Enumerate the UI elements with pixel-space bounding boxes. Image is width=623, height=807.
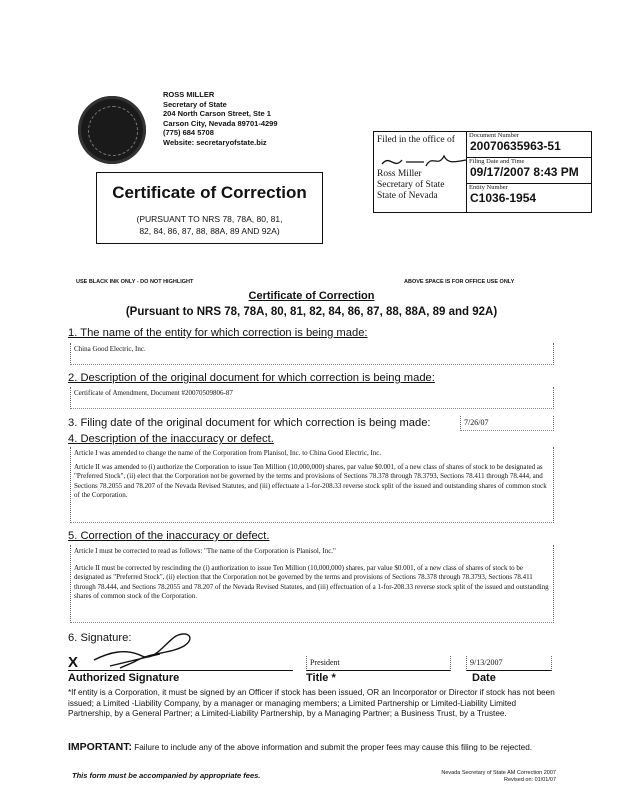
official-name: Ross Miller: [377, 169, 422, 179]
ink-instruction: USE BLACK INK ONLY - DO NOT HIGHLIGHT: [76, 279, 194, 285]
inaccuracy-paragraph-2: Article II was amended to (i) authorize the Corporation to issue Ten Million (10,000,000) shares, par value $0.001, of a new class of shares of stock to be designated as "Preferred Stock", (ii) elect that the Corporation not be governed by the terms and provisions of Sections 78.378 through 78.3793, Sections 78.411 through 78.444, and Sections 78.2055 and 78.207 of the Nevada Revised Statutes, and (iii) effectuate a 1-for-208.33 reverse stock split of the issued and outstanding shares of common stock of the Corporation.: [74, 463, 547, 499]
document-number-label: Document Number: [469, 132, 520, 139]
form-title: Certificate of Correction: [248, 290, 375, 302]
filing-date-label: Filing Date and Time: [469, 158, 525, 165]
office-address-block: [163, 90, 278, 148]
office-phone: (775) 684 5708: [163, 128, 214, 138]
filing-date-cell: [467, 158, 591, 184]
certificate-header-box: [96, 172, 323, 244]
entity-name-field[interactable]: China Good Electric, Inc.: [70, 343, 554, 365]
form-identifier: [400, 770, 556, 784]
important-text: Failure to include any of the above information and submit the proper fees may cause this filing to be rejected.: [131, 743, 533, 752]
certificate-subtitle-line1: (PURSUANT TO NRS 78, 78A, 80, 81,: [136, 214, 283, 224]
date-label: Date: [472, 672, 496, 684]
signer-requirements-note: *If entity is a Corporation, it must be signed by an Officer if stock has been issued, OR an Incorporator or Director if stock has not been issued; a Limited -Liability Company, by a manager or managing members; a Limited Partnership or Limited-Liability Limited Partnership, by a General Partner; a Limited-Liability Partnership, by a Managing Partner; a Business Trust, by a Trustee.: [68, 688, 555, 719]
official-title: Secretary of State: [377, 180, 445, 190]
correction-paragraph-1: Article I must be corrected to read as follows: "The name of the Corporation is Planisol, Inc.": [74, 547, 336, 555]
signature-date-field[interactable]: 9/13/2007: [466, 656, 552, 671]
certificate-title: Certificate of Correction: [112, 183, 307, 202]
section-1-label: 1. The name of the entity for which correction is being made:: [68, 327, 368, 339]
original-document-field[interactable]: Certificate of Amendment, Document #20070509806-87: [70, 387, 554, 409]
office-address-line2: Carson City, Nevada 89701-4299: [163, 118, 278, 128]
original-filing-date-field[interactable]: 7/26/07: [460, 416, 554, 431]
revised-date: Revised on: 01/01/07: [504, 777, 556, 783]
signature-x-mark: X: [68, 654, 79, 671]
certificate-subtitle-line2: 82, 84, 86, 87, 88, 88A, 89 AND 92A): [139, 226, 280, 236]
inaccuracy-paragraph-1: Article I was amended to change the name of the Corporation from Planisol, Inc. to China Good Electric, Inc.: [74, 449, 382, 457]
official-signature-icon: [380, 150, 470, 172]
inaccuracy-description-field[interactable]: [70, 447, 554, 523]
office-use-note: ABOVE SPACE IS FOR OFFICE USE ONLY: [404, 279, 515, 285]
official-state: State of Nevada: [377, 191, 438, 201]
state-seal-icon: [78, 96, 146, 164]
signer-title-field[interactable]: President: [306, 656, 451, 671]
fees-note: This form must be accompanied by appropriate fees.: [72, 771, 261, 780]
entity-number: C1036-1954: [470, 191, 537, 205]
correction-field[interactable]: [70, 545, 554, 623]
section-6-label: 6. Signature:: [68, 632, 132, 644]
form-subtitle: (Pursuant to NRS 78, 78A, 80, 81, 82, 84, 86, 87, 88, 88A, 89 and 92A): [125, 306, 498, 318]
correction-paragraph-2: Article II must be corrected by rescinding the (i) authorization to issue Ten Million (10,000,000) shares, par value $0.001, of a new class of shares of stock to be designated as "Preferred Stock", (ii) election that the Corporation not be governed by the terms and provisions of Sections 78.378 through 78.3793, Sections 78.411 through 78.444, and Sections 78.2055 and 78.207 of the Nevada Revised Statutes, and (iii) effectuation of a 1-for-208.33 reverse stock split of the issued and outstanding shares of common stock of the Corporation.: [74, 564, 549, 600]
office-website: Website: secretaryofstate.biz: [163, 137, 267, 147]
section-2-label: 2. Description of the original document for which correction is being made:: [68, 372, 435, 384]
section-3-label: 3. Filing date of the original document for which correction is being made:: [68, 417, 431, 429]
office-address-line1: 204 North Carson Street, Ste 1: [163, 109, 271, 119]
document-number: 20070635963-51: [470, 139, 561, 153]
filed-office-panel: [374, 132, 467, 212]
section-4-label: 4. Description of the inaccuracy or defect.: [68, 433, 274, 445]
document-number-cell: [467, 132, 591, 158]
signature-line: [68, 670, 293, 671]
entity-number-label: Entity Number: [469, 184, 508, 191]
filing-stamp-box: [373, 131, 592, 213]
form-id-line: Nevada Secretary of State AM Correction 2007: [441, 770, 556, 776]
office-title: Secretary of State: [163, 99, 227, 109]
authorized-signature-label: Authorized Signature: [68, 672, 180, 684]
important-note: [68, 742, 558, 754]
filing-date: 09/17/2007 8:43 PM: [470, 165, 579, 179]
section-5-label: 5. Correction of the inaccuracy or defect.: [68, 530, 270, 542]
important-label: IMPORTANT:: [68, 741, 132, 753]
certificate-subtitle: [107, 213, 312, 237]
title-label: Title *: [306, 672, 336, 684]
entity-number-cell: [467, 184, 591, 211]
filed-label: Filed in the office of: [377, 135, 455, 145]
filing-details-panel: [467, 132, 591, 212]
office-name: ROSS MILLER: [163, 90, 215, 99]
authorized-signature-icon: [90, 622, 200, 672]
